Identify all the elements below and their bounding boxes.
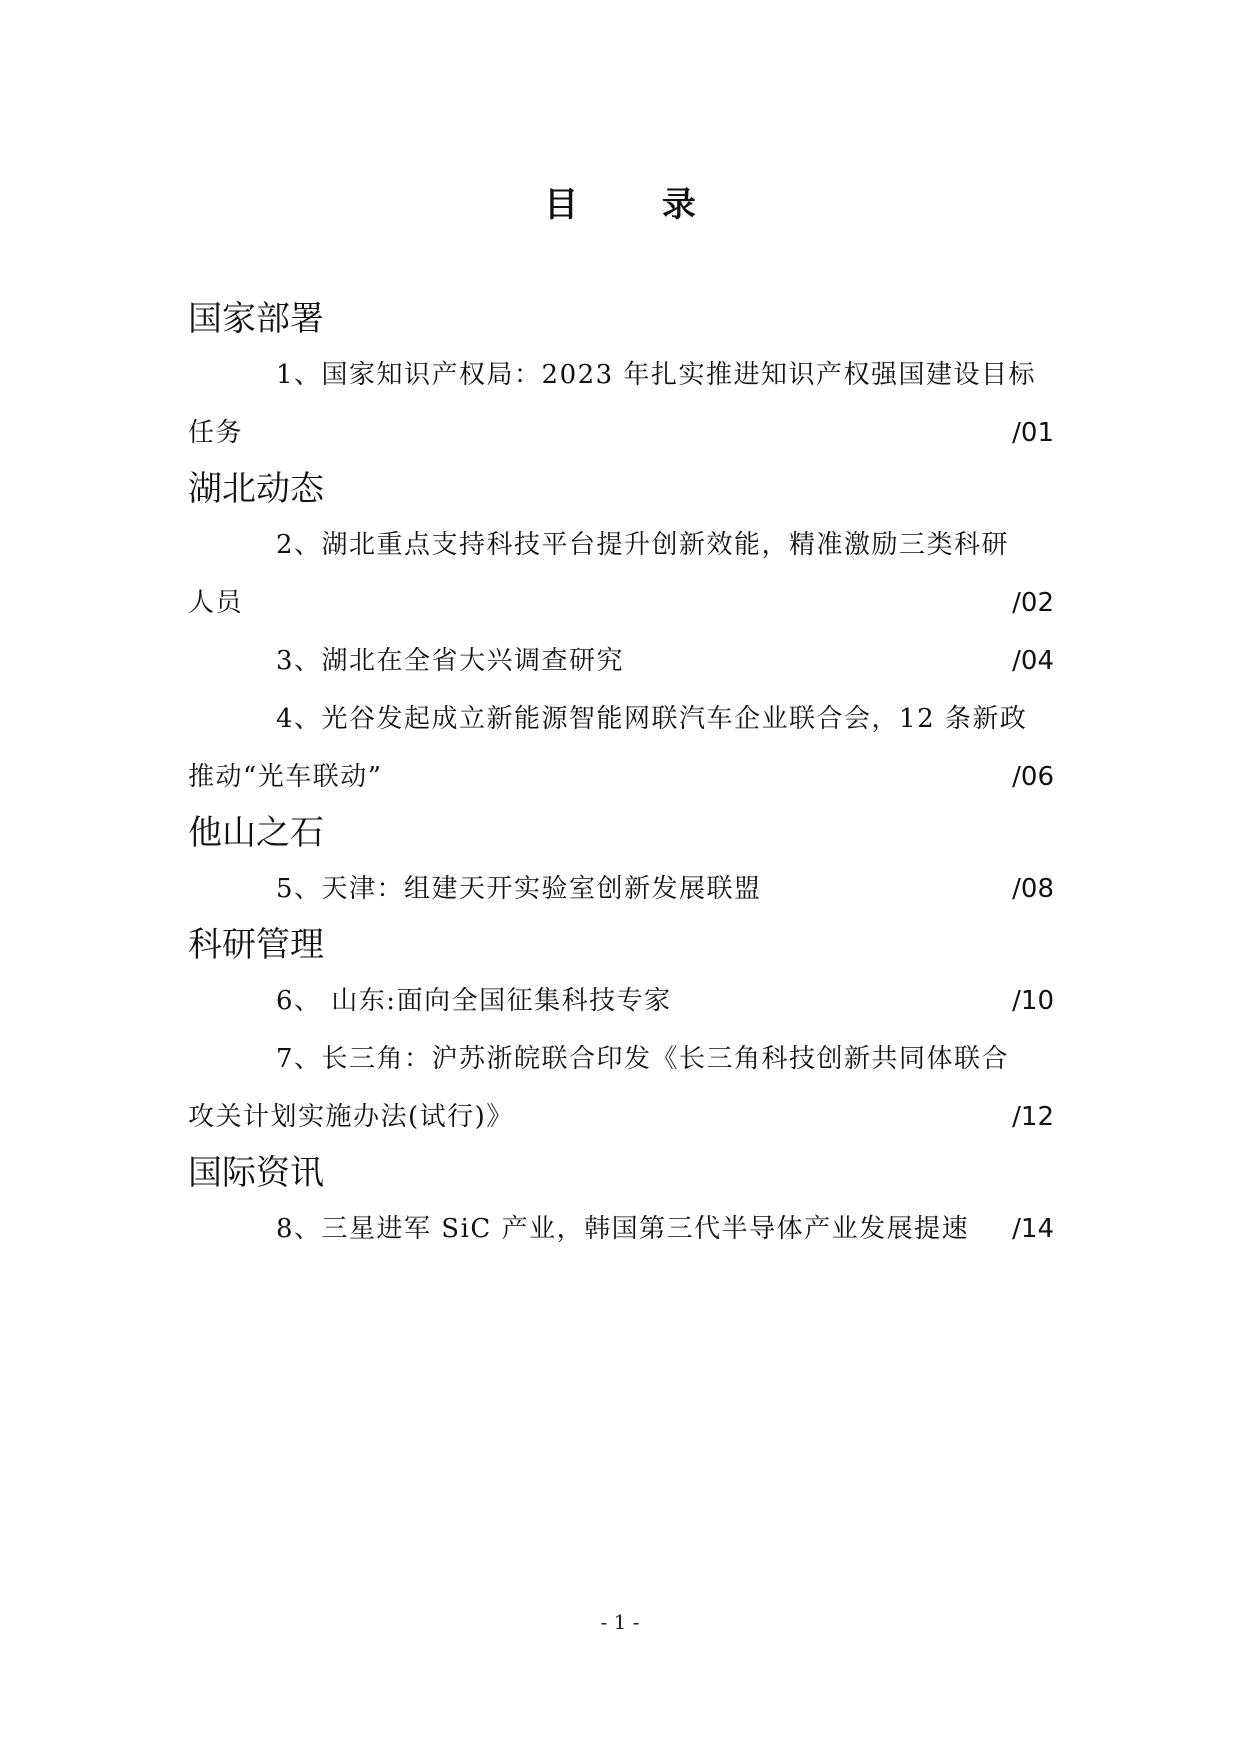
toc-entry-title-continued: 推动“光车联动” <box>188 762 383 792</box>
toc-entry-page: /04 <box>1012 646 1054 676</box>
toc-entry-page: /12 <box>1012 1102 1054 1132</box>
page-title: 目 录 <box>544 185 732 225</box>
toc-entry-page: /01 <box>1012 418 1054 448</box>
toc-entry-4[interactable] <box>188 690 1054 806</box>
toc-entry-5[interactable] <box>188 860 1054 918</box>
section-heading: 他山之石 <box>188 813 324 853</box>
toc-entry-page: /10 <box>1012 986 1054 1016</box>
section-heading: 科研管理 <box>188 925 324 965</box>
toc-entry-title-continued: 人员 <box>188 588 244 618</box>
toc-entry-page: /14 <box>1012 1214 1054 1244</box>
section-heading: 湖北动态 <box>188 469 324 509</box>
toc-entry-title: 6、 山东:面向全国征集科技专家 <box>276 986 672 1016</box>
toc-entry-8[interactable] <box>188 1200 1054 1258</box>
toc-entry-title: 1、国家知识产权局：2023 年扎实推进知识产权强国建设目标 <box>276 360 1036 390</box>
table-of-contents <box>188 292 1054 1258</box>
section-heading: 国际资讯 <box>188 1153 324 1193</box>
toc-entry-title-continued: 攻关计划实施办法(试行)》 <box>188 1102 514 1132</box>
toc-entry-title: 7、长三角：沪苏浙皖联合印发《长三角科技创新共同体联合 <box>276 1044 1010 1074</box>
toc-entry-title: 2、湖北重点支持科技平台提升创新效能，精准激励三类科研 <box>276 530 1010 560</box>
toc-entry-title: 5、天津：组建天开实验室创新发展联盟 <box>276 874 762 904</box>
toc-entry-6[interactable] <box>188 972 1054 1030</box>
toc-entry-page: /02 <box>1012 588 1054 618</box>
toc-entry-title: 3、湖北在全省大兴调查研究 <box>276 646 625 676</box>
toc-entry-1[interactable] <box>188 346 1054 462</box>
section-heading: 国家部署 <box>188 299 324 339</box>
toc-entry-page: /06 <box>1012 762 1054 792</box>
toc-entry-title: 8、三星进军 SiC 产业，韩国第三代半导体产业发展提速 <box>276 1214 970 1244</box>
toc-entry-2[interactable] <box>188 516 1054 632</box>
toc-entry-title-continued: 任务 <box>188 418 244 448</box>
toc-entry-7[interactable] <box>188 1030 1054 1146</box>
toc-entry-title: 4、光谷发起成立新能源智能网联汽车企业联合会，12 条新政 <box>276 704 1028 734</box>
toc-entry-page: /08 <box>1012 874 1054 904</box>
toc-entry-3[interactable] <box>188 632 1054 690</box>
page-number: - 1 - <box>600 1610 640 1634</box>
